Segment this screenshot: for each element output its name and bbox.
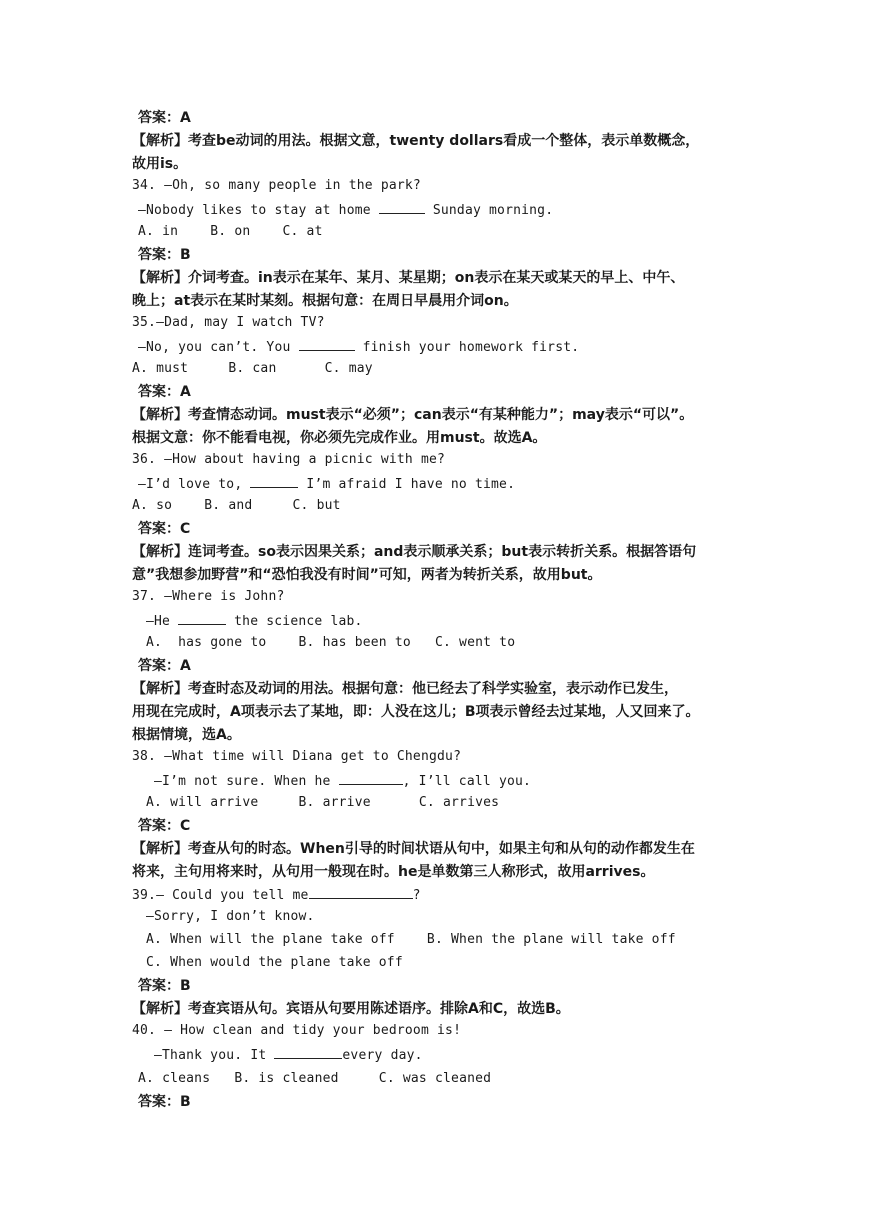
question-37-options: A. has gone to B. has been to C. went to	[146, 635, 516, 650]
question-34-line2: —Nobody likes to stay at home Sunday morning.	[138, 199, 553, 221]
question-37-stem: 37. —Where is John?	[132, 589, 285, 604]
question-35-line2: —No, you can’t. You finish your homework first.	[138, 336, 579, 358]
question-39-options-2: C. When would the plane take off	[146, 955, 403, 970]
question-40-line2: —Thank you. It every day.	[154, 1044, 423, 1066]
analysis-34-line1: 【解析】介词考查。in表示在某年、某月、某星期；on表示在某天或某天的早上、中午、	[132, 270, 685, 286]
question-40-options: A. cleans B. is cleaned C. was cleaned	[138, 1071, 492, 1086]
analysis-33-line2: 故用is。	[132, 156, 188, 172]
question-38-line2: —I’m not sure. When he , I’ll call you.	[154, 770, 531, 792]
analysis-36-line1: 【解析】连词考查。so表示因果关系；and表示顺承关系；but表示转折关系。根据答语句	[132, 544, 697, 560]
answer-40: 答案：B	[138, 1094, 191, 1110]
analysis-37-line2: 用现在完成时，A项表示去了某地，即：人没在这儿；B项表示曾经去过某地，人又回来了。	[132, 704, 700, 720]
analysis-35-line1: 【解析】考查情态动词。must表示“必须”；can表示“有某种能力”；may表示“可以”。	[132, 407, 694, 423]
question-38-options: A. will arrive B. arrive C. arrives	[146, 795, 500, 810]
question-35-options: A. must B. can C. may	[132, 361, 373, 376]
question-36-stem: 36. —How about having a picnic with me?	[132, 452, 446, 467]
analysis-36-line2: 意”我想参加野营”和“恐怕我没有时间”可知，两者为转折关系，故用but。	[132, 567, 602, 583]
question-39-stem: 39.— Could you tell me ?	[132, 884, 421, 906]
answer-34: 答案：B	[138, 247, 191, 263]
analysis-34-line2: 晚上；at表示在某时某刻。根据句意：在周日早晨用介词on。	[132, 293, 518, 309]
answer-38: 答案：C	[138, 818, 191, 834]
answer-33: 答案：A	[138, 110, 191, 126]
question-38-stem: 38. —What time will Diana get to Chengdu?	[132, 749, 462, 764]
analysis-38-line2: 将来，主句用将来时，从句用一般现在时。he是单数第三人称形式，故用arrives。	[132, 864, 655, 880]
answer-36: 答案：C	[138, 521, 191, 537]
question-37-line2: —He the science lab.	[146, 610, 363, 632]
analysis-37-line3: 根据情境，选A。	[132, 727, 241, 743]
analysis-37-line1: 【解析】考查时态及动词的用法。根据句意：他已经去了科学实验室，表示动作已发生，	[132, 681, 678, 697]
answer-35: 答案：A	[138, 384, 191, 400]
question-39-options-1: A. When will the plane take off B. When the plane will take off	[146, 932, 676, 947]
question-39-line2: —Sorry, I don’t know.	[146, 909, 315, 924]
analysis-39-line1: 【解析】考查宾语从句。宾语从句要用陈述语序。排除A和C，故选B。	[132, 1001, 570, 1017]
question-34-options: A. in B. on C. at	[138, 224, 323, 239]
analysis-38-line1: 【解析】考查从句的时态。When引导的时间状语从句中，如果主句和从句的动作都发生在	[132, 841, 695, 857]
question-36-options: A. so B. and C. but	[132, 498, 341, 513]
question-40-stem: 40. — How clean and tidy your bedroom is!	[132, 1023, 462, 1038]
question-34-stem: 34. —Oh, so many people in the park?	[132, 178, 421, 193]
answer-37: 答案：A	[138, 658, 191, 674]
question-36-line2: —I’d love to, I’m afraid I have no time.	[138, 473, 515, 495]
analysis-35-line2: 根据文意：你不能看电视，你必须先完成作业。用must。故选A。	[132, 430, 547, 446]
question-35-stem: 35.—Dad, may I watch TV?	[132, 315, 325, 330]
answer-39: 答案：B	[138, 978, 191, 994]
analysis-33-line1: 【解析】考查be动词的用法。根据文意，twenty dollars看成一个整体，表示单数概念，	[132, 133, 700, 149]
